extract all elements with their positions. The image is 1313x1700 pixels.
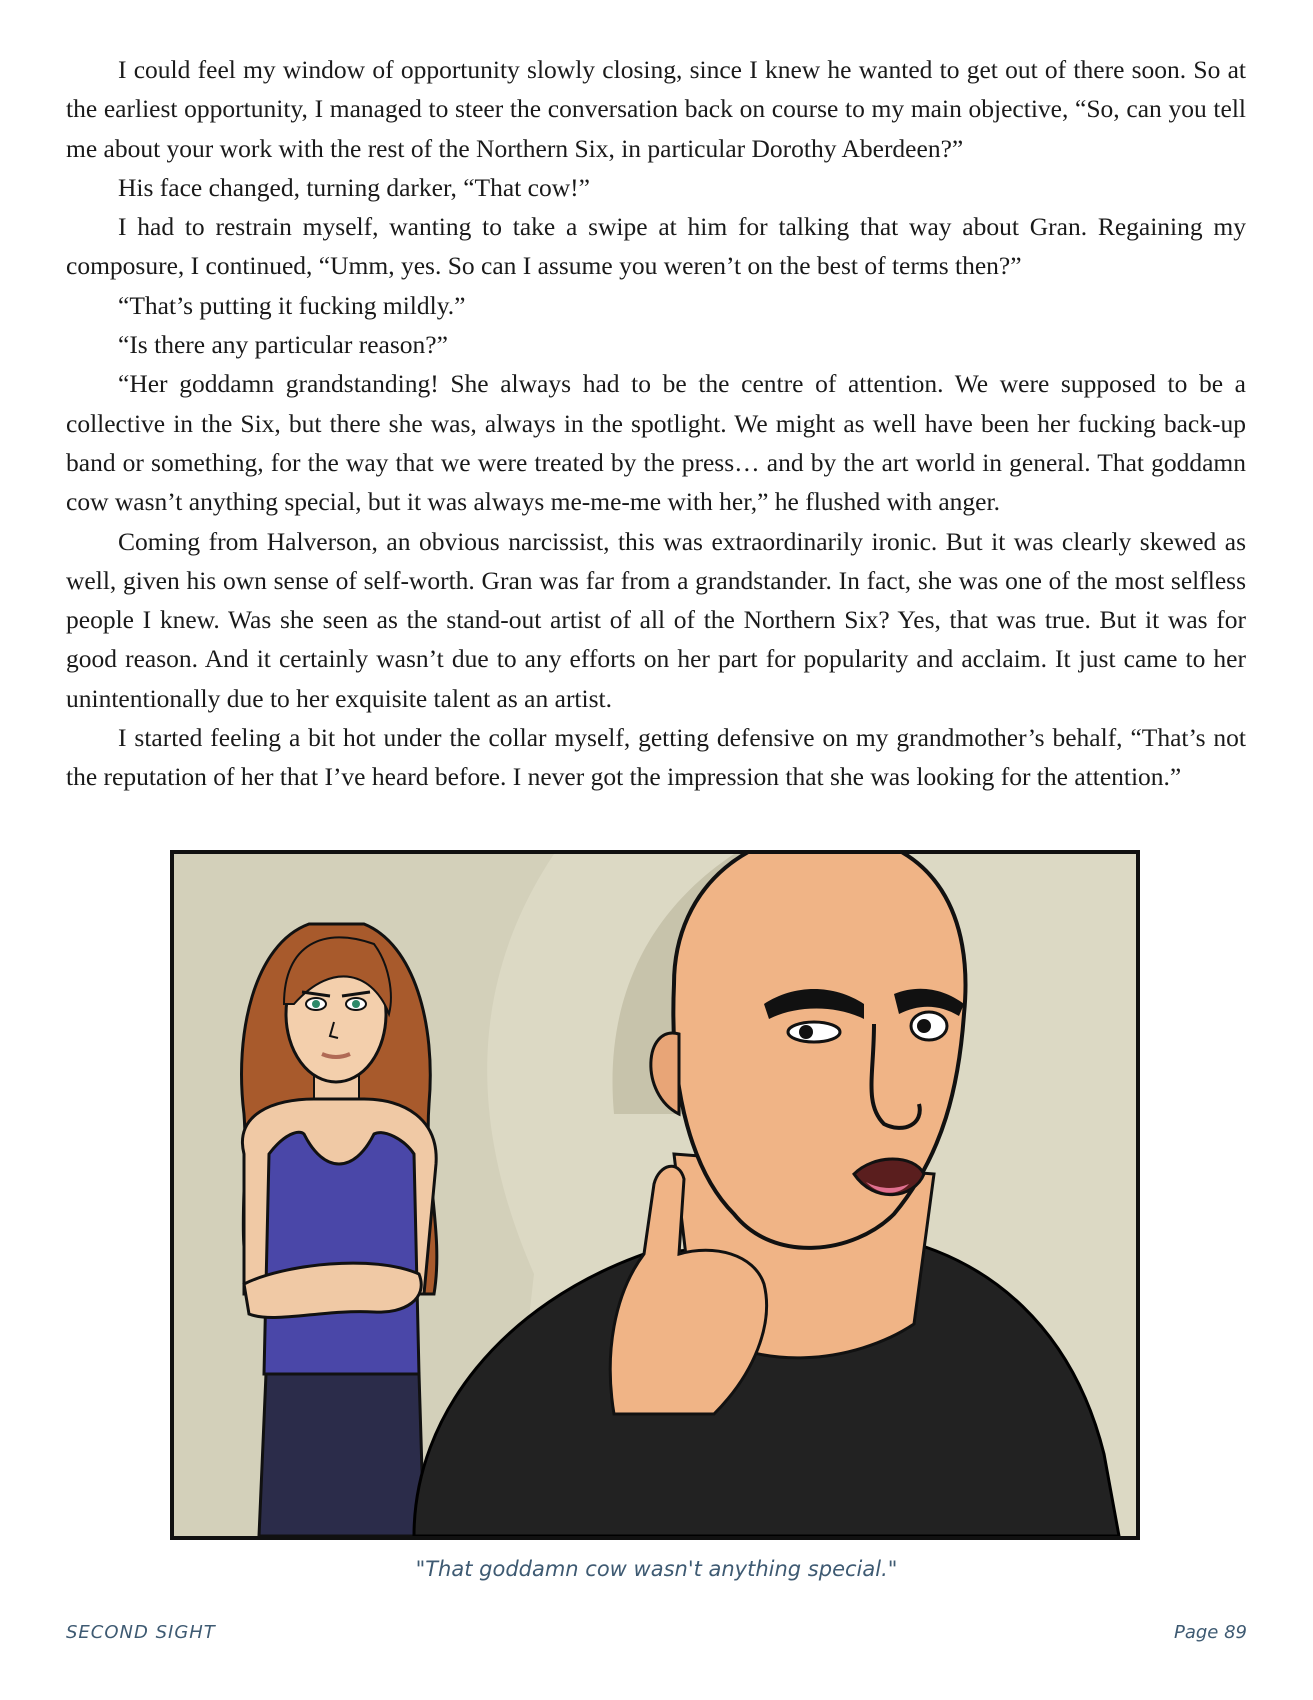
paragraph: I started feeling a bit hot under the collar myself, getting defensive on my grandmother’s behalf, “That’s not the reputation of her that I’ve heard before. I never got the impression that she was looking for the attention.” xyxy=(66,723,1246,792)
paragraph: I had to restrain myself, wanting to take a swipe at him for talking that way about Gran. Regaining my composure, I continued, “Umm, yes. So can I assume you weren’t on the best of terms then?” xyxy=(66,212,1246,281)
woman-figure xyxy=(242,924,437,1536)
page-number: Page 89 xyxy=(1173,1622,1247,1643)
book-title: SECOND SIGHT xyxy=(66,1622,216,1643)
paragraph: I could feel my window of opportunity slowly closing, since I knew he wanted to get out of there soon. So at the earliest opportunity, I managed to steer the conversation back on course to my main objective, “So, can you tell me about your work with the rest of the Northern Six, in particular Dorothy Aberdeen?” xyxy=(66,55,1246,163)
paragraph: “Her goddamn grandstanding! She always had to be the centre of attention. We were supposed to be a collective in the Six, but there she was, always in the spotlight. We might as well have been her fucking back-up band or something, for the way that we were treated by the press… and by the art world in general. That goddamn cow wasn’t anything special, but it was always me-me-me with her,” he flushed with anger. xyxy=(66,369,1246,517)
paragraph: His face changed, turning darker, “That cow!” xyxy=(118,172,590,202)
body-text xyxy=(66,50,1246,797)
paragraph: “That’s putting it fucking mildly.” xyxy=(118,290,466,320)
comic-illustration xyxy=(170,850,1140,1540)
paragraph: Coming from Halverson, an obvious narcissist, this was extraordinarily ironic. But it was clearly skewed as well, given his own sense of self-worth. Gran was far from a grandstander. In fact, she was one of the most selfless people I knew. Was she seen as the stand-out artist of all of the Northern Six? Yes, that was true. But it was for good reason. And it certainly wasn’t due to any efforts on her part for popularity and acclaim. It just came to her unintentionally due to her exquisite talent as an artist. xyxy=(66,526,1246,713)
illustration-caption: "That goddamn cow wasn't anything special." xyxy=(415,1557,898,1581)
illustration-art xyxy=(174,854,1136,1536)
paragraph: “Is there any particular reason?” xyxy=(118,330,448,360)
